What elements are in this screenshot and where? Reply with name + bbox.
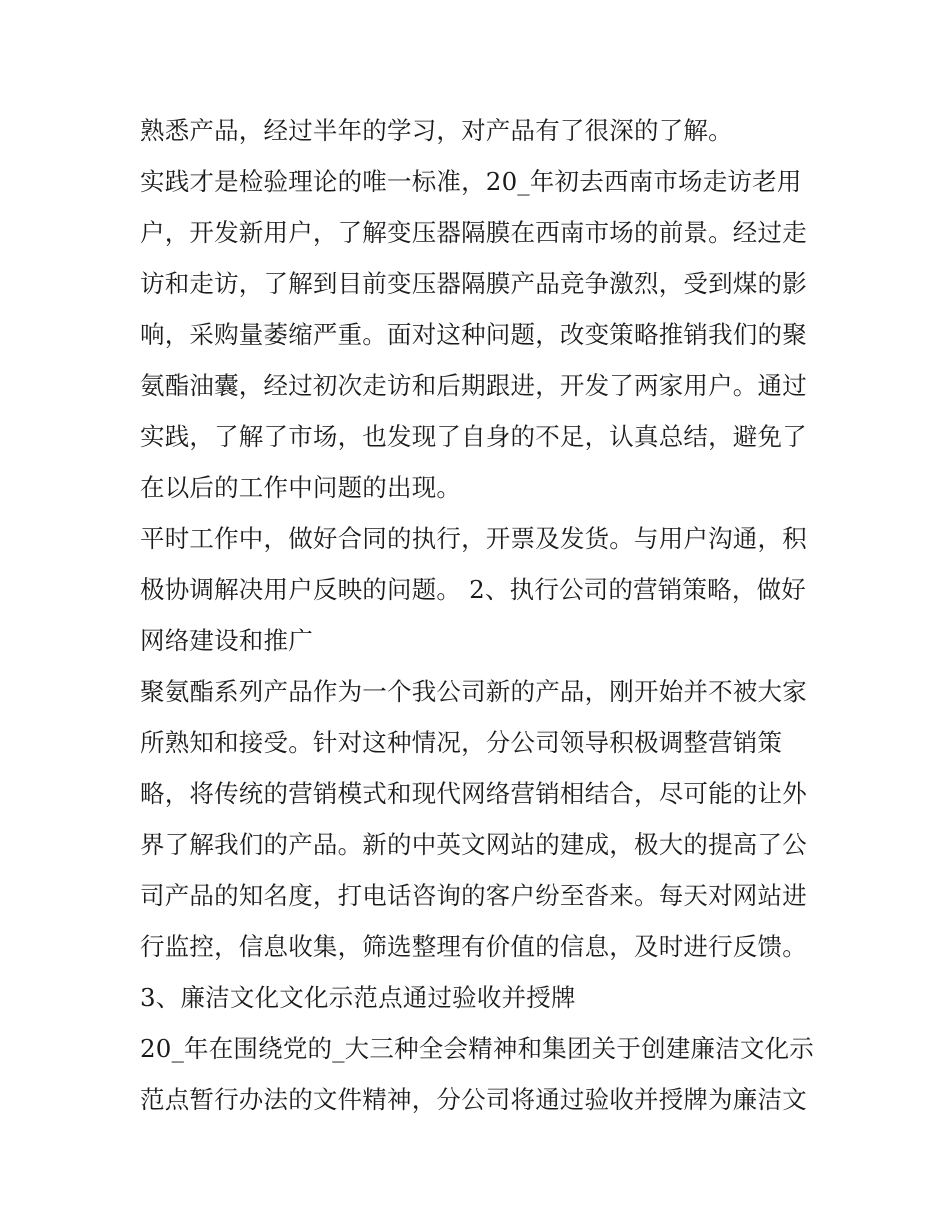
- text-line: 聚氨酯系列产品作为一个我公司新的产品，刚开始并不被大家: [140, 677, 807, 706]
- text-line: 实践，了解了市场，也发现了自身的不足，认真总结，避免了: [140, 422, 807, 451]
- text-line: 平时工作中，做好合同的执行，开票及发货。与用户沟通，积: [140, 524, 807, 553]
- text-line: 氨酯油囊，经过初次走访和后期跟进，开发了两家用户。通过: [140, 371, 807, 400]
- text-line: 在以后的工作中问题的出现。: [140, 473, 462, 502]
- text-line: 熟悉产品，经过半年的学习，对产品有了很深的了解。: [140, 116, 733, 145]
- text-line: 户，开发新用户，了解变压器隔膜在西南市场的前景。经过走: [140, 218, 807, 247]
- text-line: 司产品的知名度，打电话咨询的客户纷至沓来。每天对网站进: [140, 881, 807, 910]
- text-line: 范点暂行办法的文件精神，分公司将通过验收并授牌为廉洁文: [140, 1085, 807, 1114]
- text-line: 略，将传统的营销模式和现代网络营销相结合，尽可能的让外: [140, 779, 807, 808]
- text-line: 所熟知和接受。针对这种情况，分公司领导积极调整营销策: [140, 728, 783, 757]
- text-line: 行监控，信息收集，筛选整理有价值的信息，及时进行反馈。: [140, 932, 807, 961]
- section-heading: 3、廉洁文化文化示范点通过验收并授牌: [140, 983, 576, 1012]
- text-line: 访和走访，了解到目前变压器隔膜产品竞争激烈，受到煤的影: [140, 269, 807, 298]
- text-line: 20_年在围绕党的_大三种全会精神和集团关于创建廉洁文化示: [140, 1034, 814, 1063]
- text-line: 极协调解决用户反映的问题。 2、执行公司的营销策略，做好: [140, 575, 806, 604]
- section-heading: 网络建设和推广: [140, 626, 313, 655]
- text-line: 响，采购量萎缩严重。面对这种问题，改变策略推销我们的聚: [140, 320, 807, 349]
- document-body: [140, 105, 820, 1125]
- text-line: 界了解我们的产品。新的中英文网站的建成，极大的提高了公: [140, 830, 807, 859]
- text-line: 实践才是检验理论的唯一标准，20_年初去西南市场走访老用: [140, 167, 802, 196]
